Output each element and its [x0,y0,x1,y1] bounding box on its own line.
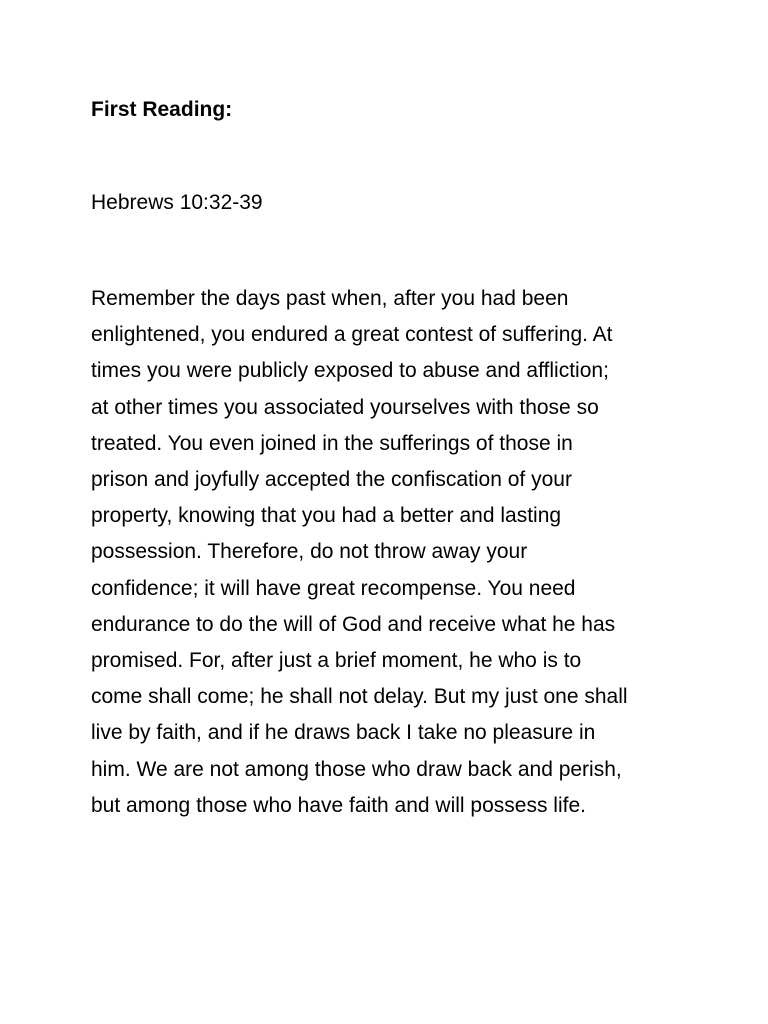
passage-line: enlightened, you endured a great contest of suffering. At [91,323,613,347]
passage-line: promised. For, after just a brief moment, he who is to [91,649,582,673]
passage-line: come shall come; he shall not delay. But my just one shall [91,685,628,709]
reading-passage [91,281,686,824]
passage-line: him. We are not among those who draw back and perish, [91,757,622,781]
passage-line: possession. Therefore, do not throw away your [91,540,528,564]
passage-line: at other times you associated yourselves with those so [91,395,599,419]
passage-line: property, knowing that you had a better and lasting [91,504,562,528]
passage-line: endurance to do the will of God and receive what he has [91,612,616,636]
passage-line: prison and joyfully accepted the confiscation of your [91,468,572,492]
passage-line: times you were publicly exposed to abuse and affliction; [91,359,609,383]
scripture-citation: Hebrews 10:32-39 [91,191,263,214]
passage-line: treated. You even joined in the sufferings of those in [91,431,573,455]
passage-line: confidence; it will have great recompense. You need [91,576,576,600]
passage-line: Remember the days past when, after you had been [91,287,569,310]
reading-heading: First Reading: [91,98,233,121]
passage-line: live by faith, and if he draws back I take no pleasure in [91,721,596,745]
passage-line: but among those who have faith and will possess life. [91,793,586,817]
